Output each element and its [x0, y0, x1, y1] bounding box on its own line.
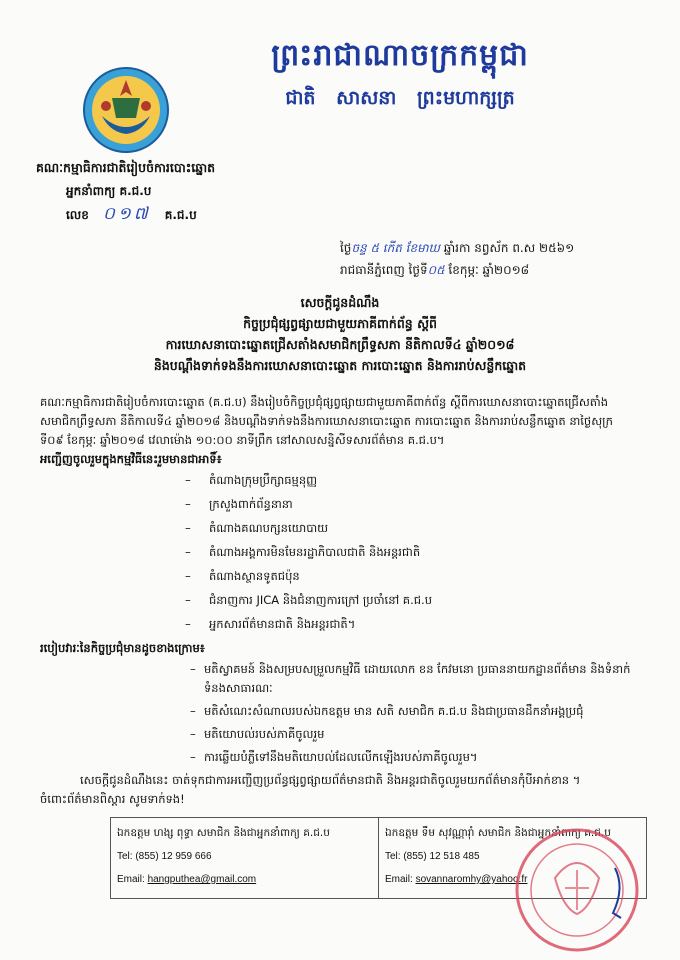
nec-logo [82, 66, 170, 154]
contact-name: ឯកឧត្ដម ហង្ស ពុទ្ធា សមាជិក និងជាអ្នកនាំពាក្យ គ.ជ.ប [117, 827, 330, 839]
notice-subtitle-2: ការឃោសនាបោះឆ្នោតជ្រើសតាំងសមាជិកព្រឹទ្ធសភា នីតិកាលទី៤ ឆ្នាំ២០១៨ [165, 337, 515, 352]
contact-cell-2: ឯកឧត្ដម ទឹម សុវណ្ណារ៉ាំ សមាជិក និងជាអ្នកនាំពាក្យ គ.ជ.ប Tel: (855) 12 518 485 Email: sovannaromhy@yahoo.fr [378, 818, 646, 898]
info-note: ចំពោះព័ត៌មានពិស្ដារ សូមទាក់ទង! [40, 792, 185, 806]
kingdom-title: ព្រះរាជាណាចក្រកម្ពុជា [271, 38, 529, 73]
list-item: – អ្នកសារព័ត៌មានជាតិ និងអន្តរជាតិ។ [185, 615, 640, 634]
list-item: – ជំនាញការ JICA និងជំនាញការក្រៅ ប្រចាំនៅ គ.ជ.ប [185, 591, 640, 610]
notice-subtitle-1: កិច្ចប្រជុំផ្សព្វផ្សាយជាមួយភាគីពាក់ព័ន្ធ ស្ដីពី [243, 316, 437, 331]
notice-body [40, 393, 640, 809]
solar-date-handwritten: ០៥ [427, 263, 445, 277]
kingdom-motto: ជាតិ សាសនា ព្រះមហាក្សត្រ [285, 87, 515, 109]
closing-paragraph: សេចក្ដីជូនដំណឹងនេះ ចាត់ទុកជាការអញ្ជើញប្រព័ន្ធផ្សព្វផ្សាយព័ត៌មានជាតិ និងអន្តរជាតិចូលរួមយកព័ត៌មានកុំបីអាក់ខាន ។ [80, 773, 581, 787]
ref-suffix: គ.ជ.ប [164, 208, 197, 222]
list-item: – តំណាងក្រុមប្រឹក្សាធម្មនុញ្ញ [185, 471, 640, 490]
notice-title: សេចក្ដីជូនដំណឹង [300, 295, 380, 310]
list-item: – មតិស្វាគមន៍ និងសម្របសម្រួលកម្មវិធី ដោយលោក ខន កែវមនោ ប្រធាននាយកដ្ឋានព័ត៌មាន និងទំនាក់ទំនងសាធារណៈ [190, 660, 640, 698]
invite-heading: អញ្ជើញចូលរួមក្នុងកម្មវិធីនេះរួមមានជាអាទិ៍៖ [40, 452, 222, 466]
contact-name: ឯកឧត្ដម ទឹម សុវណ្ណារ៉ាំ សមាជិក និងជាអ្នកនាំពាក្យ គ.ជ.ប [385, 827, 611, 839]
official-stamp [495, 818, 645, 960]
contact-cell-1: ឯកឧត្ដម ហង្ស ពុទ្ធា សមាជិក និងជាអ្នកនាំពាក្យ គ.ជ.ប Tel: (855) 12 959 666 Email: hangputhea@gmail.com [111, 818, 378, 898]
notice-subtitle-3: និងបណ្ដឹងទាក់ទងនឹងការឃោសនាបោះឆ្នោត ការបោះឆ្នោត និងការរាប់សន្លឹកឆ្នោត [153, 358, 527, 373]
lunar-date-handwritten: ចន្ទ ៥ កើត ខែមាឃ [351, 241, 440, 255]
lunar-date: ថ្ងៃចន្ទ ៥ កើត ខែមាឃ ឆ្នាំរកា នព្វស័ក ព.ស ២៥៦១ [340, 241, 575, 255]
list-item: – តំណាងអង្គការមិនមែនរដ្ឋាភិបាលជាតិ និងអន្តរជាតិ [185, 543, 640, 562]
organization-name: គណៈកម្មាធិការជាតិរៀបចំការបោះឆ្នោត [36, 160, 216, 175]
notice-titles [40, 292, 640, 376]
list-item: – ក្រសួងពាក់ព័ន្ធនានា [185, 495, 640, 514]
solar-date: រាជធានីភ្នំពេញ ថ្ងៃទី០៥ ខែកុម្ភៈ ឆ្នាំ២០១៨ [340, 263, 530, 277]
agenda-heading: របៀបវារៈនៃកិច្ចប្រជុំមានដូចខាងក្រោម៖ [40, 641, 205, 655]
ref-number: ០១៧ [102, 204, 151, 224]
spokesperson-unit: អ្នកនាំពាក្យ គ.ជ.ប [66, 184, 152, 198]
contact-tel: Tel: (855) 12 959 666 [117, 851, 212, 862]
list-item: – តំណាងស្ថានទូតជប៉ុន [185, 567, 640, 586]
contact-email[interactable]: hangputhea@gmail.com [147, 874, 257, 885]
kingdom-header [250, 36, 550, 114]
contact-email[interactable]: sovannaromhy@yahoo.fr [415, 874, 528, 885]
list-item: – តំណាងគណបក្សនយោបាយ [185, 519, 640, 538]
invitee-list [40, 471, 640, 634]
contact-tel: Tel: (855) 12 518 485 [385, 851, 480, 862]
list-item: – ការឆ្លើយបំភ្លឺទៅនឹងមតិយោបល់ដែលលើកឡើងរបស់ភាគីចូលរួម។ [190, 748, 640, 767]
list-item: – មតិយោបល់របស់ភាគីចូលរួម [190, 725, 640, 744]
reference-number [66, 203, 197, 228]
agenda-list [40, 660, 640, 767]
list-item: – មតិសំណេះសំណាលរបស់ឯកឧត្ដម មាន សតិ សមាជិក គ.ជ.ប និងជាប្រធានដឹកនាំអង្គប្រជុំ [190, 702, 640, 721]
intro-paragraph: គណៈកម្មាធិការជាតិរៀបចំការបោះឆ្នោត (គ.ជ.ប) នឹងរៀបចំកិច្ចប្រជុំផ្សព្វផ្សាយជាមួយភាគីពាក់ព័ន្ធ ស្ដីពីការឃោសនាបោះឆ្នោតជ្រើសតាំងសមាជិកព្រឹទ្ធសភា នីតិកាលទី៤ ឆ្នាំ២០១៨ និងបណ្ដឹងទាក់ទងនឹងការឃោសនាបោះឆ្នោត ការបោះឆ្នោត និងការរាប់សន្លឹកឆ្នោត នាថ្ងៃសុក្រ ទី០៩ ខែកុម្ភៈ ឆ្នាំ២០១៨ វេលាម៉ោង ១០:០០ នាទីព្រឹក នៅសាលសន្និសីទសារព័ត៌មាន គ.ជ.ប។ [40, 395, 613, 447]
ref-label: លេខ [66, 208, 89, 222]
